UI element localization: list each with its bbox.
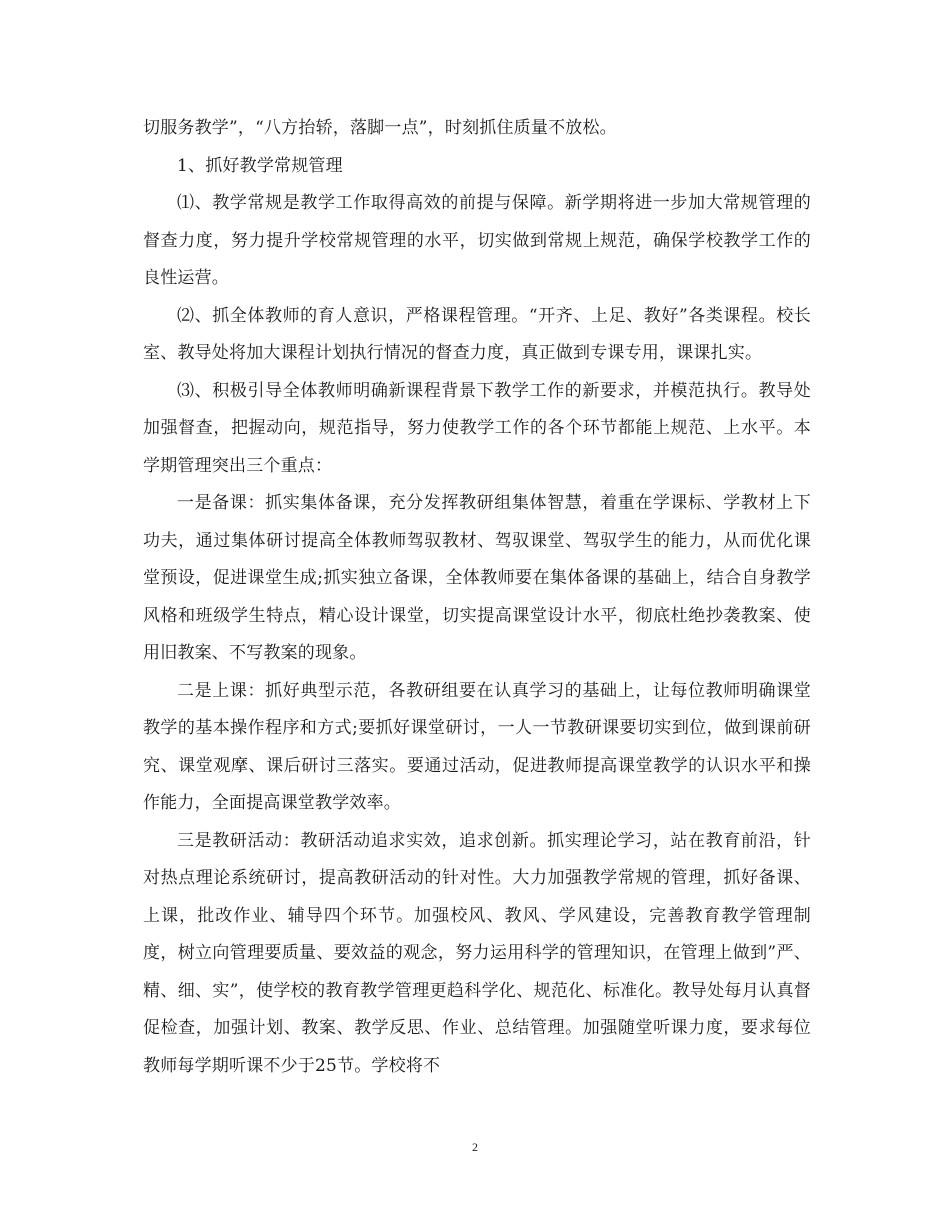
document-body bbox=[143, 110, 811, 1085]
paragraph-item-1: ⑴、教学常规是教学工作取得高效的前提与保障。新学期将进一步加大常规管理的督查力度，努力提升学校常规管理的水平，切实做到常规上规范，确保学校教学工作的良性运营。 bbox=[143, 193, 811, 288]
paragraph-item-3: ⑶、积极引导全体教师明确新课程背景下教学工作的新要求，并模范执行。教导处加强督查，把握动向，规范指导，努力使教学工作的各个环节都能上规范、上水平。本学期管理突出三个重点： bbox=[143, 380, 811, 476]
paragraph-continuation: 切服务教学”，“八方抬轿，落脚一点”，时刻抓住质量不放松。 bbox=[143, 118, 617, 138]
section-heading: 1、抓好教学常规管理 bbox=[177, 155, 343, 176]
page-number: 2 bbox=[472, 1140, 478, 1154]
paragraph-research-activity: 三是教研活动：教研活动追求实效，追求创新。抓实理论学习，站在教育前沿，针对热点理论系统研讨，提高教研活动的针对性。大力加强教学常规的管理，抓好备课、上课，批改作业、辅导四个环节。加强校风、教风、学风建设，完善教育教学管理制度，树立向管理要质量、要效益的观念，努力运用科学的管理知识，在管理上做到”严、精、细、实”，使学校的教育教学管理更趋科学化、规范化、标准化。教导处每月认真督促检查，加强计划、教案、教学反思、作业、总结管理。加强随堂听课力度，要求每位教师每学期听课不少于25节。学校将不 bbox=[143, 830, 811, 1076]
paragraph-item-2: ⑵、抓全体教师的育人意识，严格课程管理。“开齐、上足、教好”各类课程。校长室、教导处将加大课程计划执行情况的督查力度，真正做到专课专用，课课扎实。 bbox=[143, 305, 811, 363]
paragraph-lesson-prep: 一是备课：抓实集体备课，充分发挥教研组集体智慧，着重在学课标、学教材上下功夫，通过集体研讨提高全体教师驾驭教材、驾驭课堂、驾驭学生的能力，从而优化课堂预设，促进课堂生成;抓实独立备课，全体教师要在集体备课的基础上，结合自身教学风格和班级学生特点，精心设计课堂，切实提高课堂设计水平，彻底杜绝抄袭教案、使用旧教案、不写教案的现象。 bbox=[143, 493, 811, 663]
paragraph-teaching: 二是上课：抓好典型示范，各教研组要在认真学习的基础上，让每位教师明确课堂教学的基本操作程序和方式;要抓好课堂研讨，一人一节教研课要切实到位，做到课前研究、课堂观摩、课后研讨三落实。要通过活动，促进教师提高课堂教学的认识水平和操作能力，全面提高课堂教学效率。 bbox=[143, 680, 811, 813]
